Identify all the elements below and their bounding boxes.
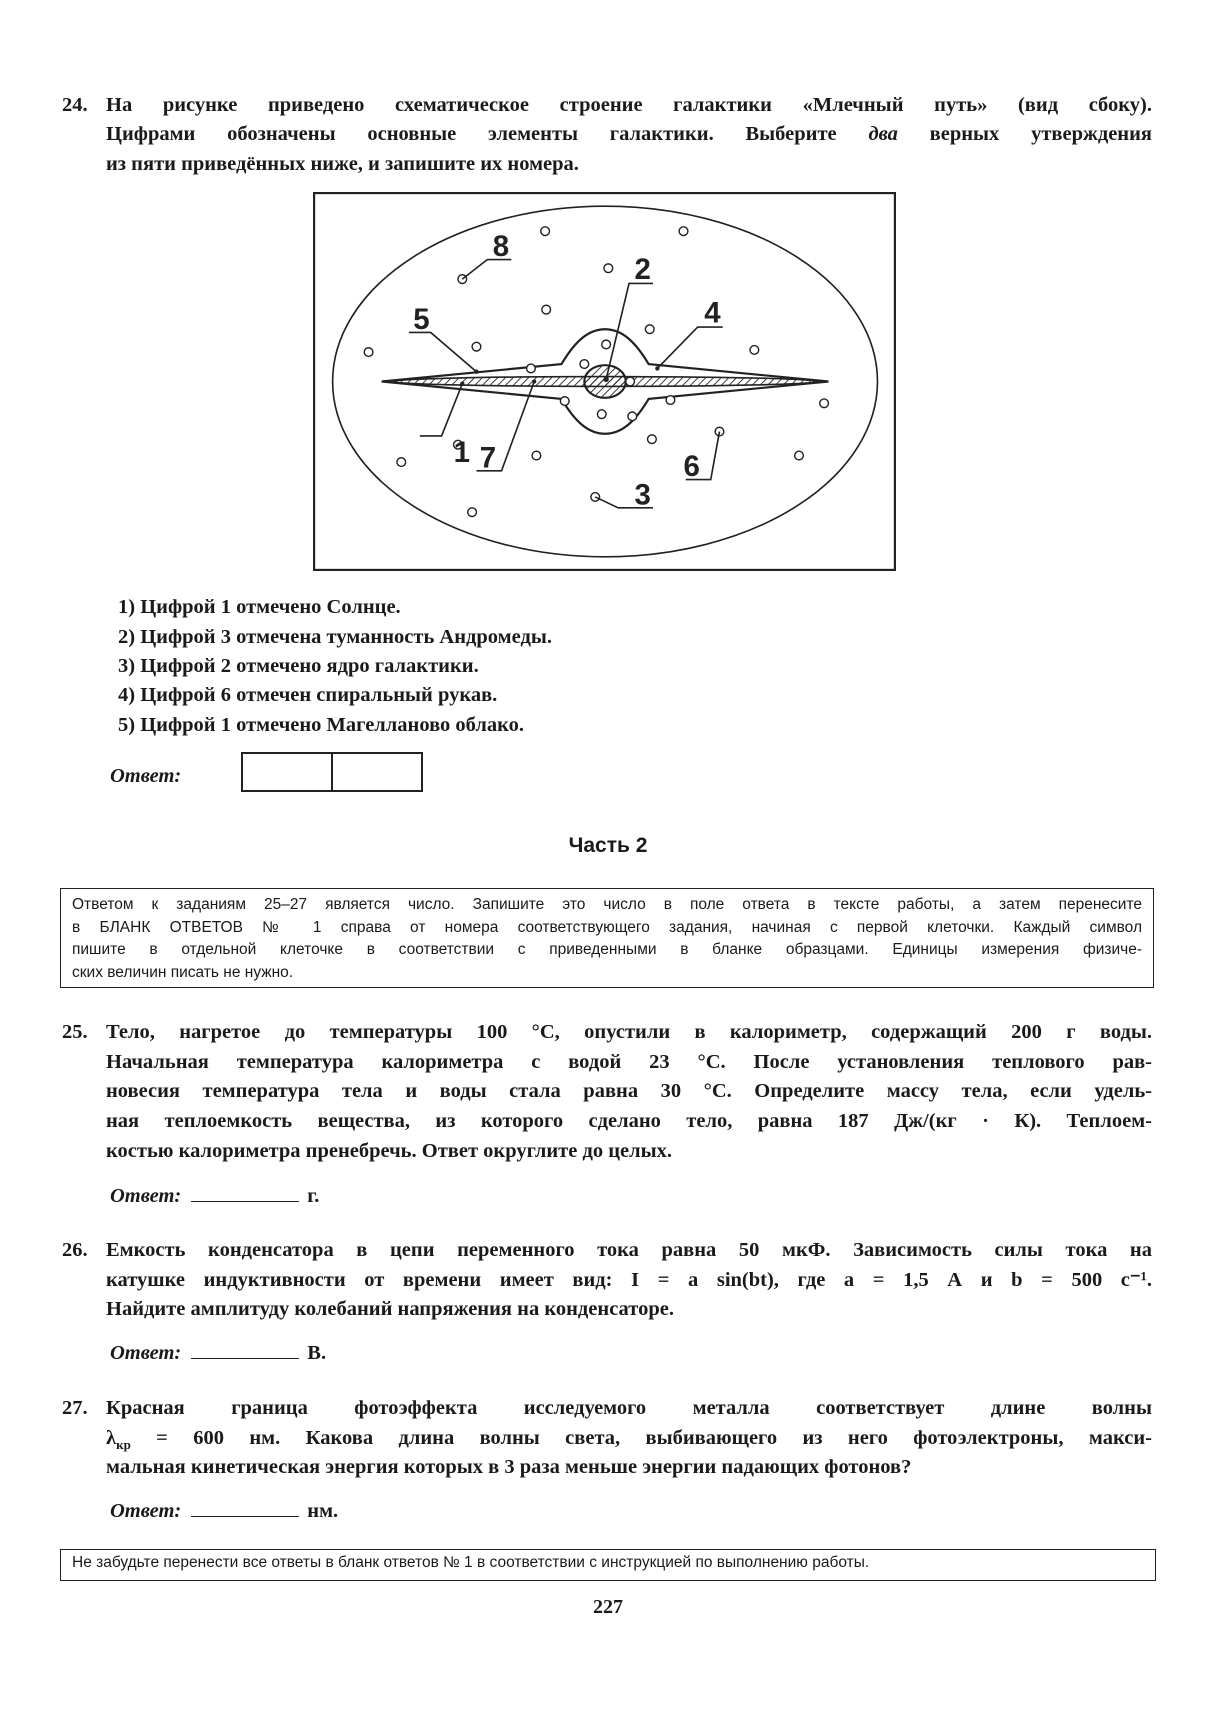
answer-cell[interactable]: [333, 754, 421, 790]
figure-label-2: 2: [634, 253, 651, 287]
star-cluster: [542, 305, 551, 314]
instruction-box: [60, 888, 1154, 988]
part-title: Часть 2: [568, 834, 648, 857]
emphasis: два: [868, 123, 898, 145]
star-cluster: [602, 340, 611, 349]
figure-label-1: 1: [453, 436, 470, 470]
star-cluster: [648, 435, 657, 444]
question-text-line: На рисунке приведено схематическое строение галактики «Млечный путь» (вид сбоку).: [106, 94, 1152, 116]
question-number: 27.: [62, 1397, 88, 1419]
figure-label-5: 5: [413, 303, 430, 337]
question-number: 26.: [62, 1239, 88, 1261]
question-text-line: Найдите амплитуду колебаний напряжения на конденсаторе.: [106, 1298, 674, 1320]
subscript: кр: [116, 1437, 131, 1453]
answer-boxes[interactable]: [241, 752, 423, 792]
question-text-line: Емкость конденсатора в цепи переменного тока равна 50 мкФ. Зависимость силы тока на: [106, 1239, 1152, 1261]
answer-label: [110, 761, 181, 791]
answer-line: [110, 1338, 326, 1368]
star-cluster: [679, 227, 688, 236]
instruction-line: пишите в отдельной клеточке в соответствии с приведенными в бланке образцами. Единицы измерения физиче-: [72, 941, 1142, 958]
star-cluster: [560, 397, 569, 406]
text: Цифрами обозначены основные элементы галактики. Выберите: [106, 123, 837, 145]
instruction-line: ских величин писать не нужно.: [72, 963, 294, 981]
answer-option: 3) Цифрой 2 отмечено ядро галактики.: [118, 655, 479, 677]
answer-blank[interactable]: [191, 1183, 299, 1202]
star-cluster: [397, 458, 406, 467]
star-cluster: [364, 348, 373, 357]
page-number: 227: [593, 1596, 623, 1618]
question-text-line: [106, 119, 1152, 149]
question-number: 25.: [62, 1021, 88, 1043]
answer-unit: В.: [307, 1342, 327, 1364]
answer-label: Ответ:: [110, 1185, 182, 1207]
question-text-line: мальная кинетическая энергия которых в 3 раза меньше энергии падающих фотонов?: [106, 1456, 912, 1478]
star-cluster: [750, 346, 759, 355]
star-cluster: [645, 325, 654, 334]
answer-unit: г.: [307, 1185, 320, 1207]
answer-option: 5) Цифрой 1 отмечено Магелланово облако.: [118, 714, 525, 736]
star-cluster: [820, 399, 829, 408]
instruction-line: Ответом к заданиям 25–27 является число. Запишите это число в поле ответа в тексте работы, а затем перенесите: [72, 896, 1142, 913]
answer-line: [110, 1496, 338, 1526]
question-text-line: Красная граница фотоэффекта исследуемого металла соответствует длине волны: [106, 1397, 1152, 1419]
question-text-line: катушке индуктивности от времени имеет вид: I = a sin(bt), где a = 1,5 А и b = 500 с⁻¹.: [106, 1269, 1152, 1291]
star-cluster: [597, 410, 606, 419]
star-cluster: [626, 377, 635, 386]
galaxy-diagram: [313, 192, 896, 571]
star-cluster: [472, 342, 481, 351]
answer-option: 4) Цифрой 6 отмечен спиральный рукав.: [118, 684, 498, 706]
answer-blank[interactable]: [191, 1498, 299, 1517]
figure-label-4: 4: [704, 296, 721, 330]
footer-note: Не забудьте перенести все ответы в бланк ответов № 1 в соответствии с инструкцией по выполнению работы.: [60, 1549, 1156, 1581]
question-text-line: костью калориметра пренебречь. Ответ округлите до целых.: [106, 1140, 672, 1162]
figure-label-3: 3: [634, 478, 651, 512]
question-text-line: Начальная температура калориметра с водой 23 °С. После установления теплового рав-: [106, 1051, 1152, 1073]
question-number: 24.: [62, 94, 88, 116]
question-text-line: новесия температура тела и воды стала равна 30 °С. Определите массу тела, если удель-: [106, 1080, 1152, 1102]
star-cluster: [795, 451, 804, 460]
text: верных утверждения: [929, 123, 1153, 145]
answer-label: Ответ:: [110, 1500, 182, 1522]
answer-line: [110, 1181, 319, 1211]
answer-unit: нм.: [307, 1500, 339, 1522]
star-cluster: [527, 364, 536, 373]
lambda-symbol: λ: [106, 1427, 117, 1449]
star-cluster: [580, 360, 589, 369]
figure-label-8: 8: [492, 230, 510, 264]
figure-label-7: 7: [479, 441, 497, 475]
question-text-line: из пяти приведённых ниже, и запишите их номера.: [106, 153, 579, 175]
star-cluster: [468, 508, 477, 517]
instruction-line: в БЛАНК ОТВЕТОВ № 1 справа от номера соответствующего задания, начиная с первой клеточки. Каждый символ: [72, 918, 1142, 936]
question-text-line: Тело, нагретое до температуры 100 °С, опустили в калориметр, содержащий 200 г воды.: [106, 1021, 1152, 1043]
star-cluster: [532, 451, 541, 460]
answer-blank[interactable]: [191, 1340, 299, 1359]
star-cluster: [666, 396, 675, 405]
answer-option: 1) Цифрой 1 отмечено Солнце.: [118, 596, 401, 618]
star-cluster: [604, 264, 613, 273]
answer-label-text: Ответ:: [110, 765, 182, 787]
answer-cell[interactable]: [243, 754, 333, 790]
answer-option: 2) Цифрой 3 отмечена туманность Андромеды.: [118, 626, 552, 648]
answer-label: Ответ:: [110, 1342, 182, 1364]
star-cluster: [628, 412, 637, 421]
figure-label-6: 6: [683, 450, 700, 484]
text: = 600 нм. Какова длина волны света, выбивающего из него фотоэлектроны, макси-: [130, 1427, 1152, 1449]
star-cluster: [541, 227, 550, 236]
question-text-line: ная теплоемкость вещества, из которого сделано тело, равна 187 Дж/(кг · К). Теплоем-: [106, 1110, 1152, 1132]
